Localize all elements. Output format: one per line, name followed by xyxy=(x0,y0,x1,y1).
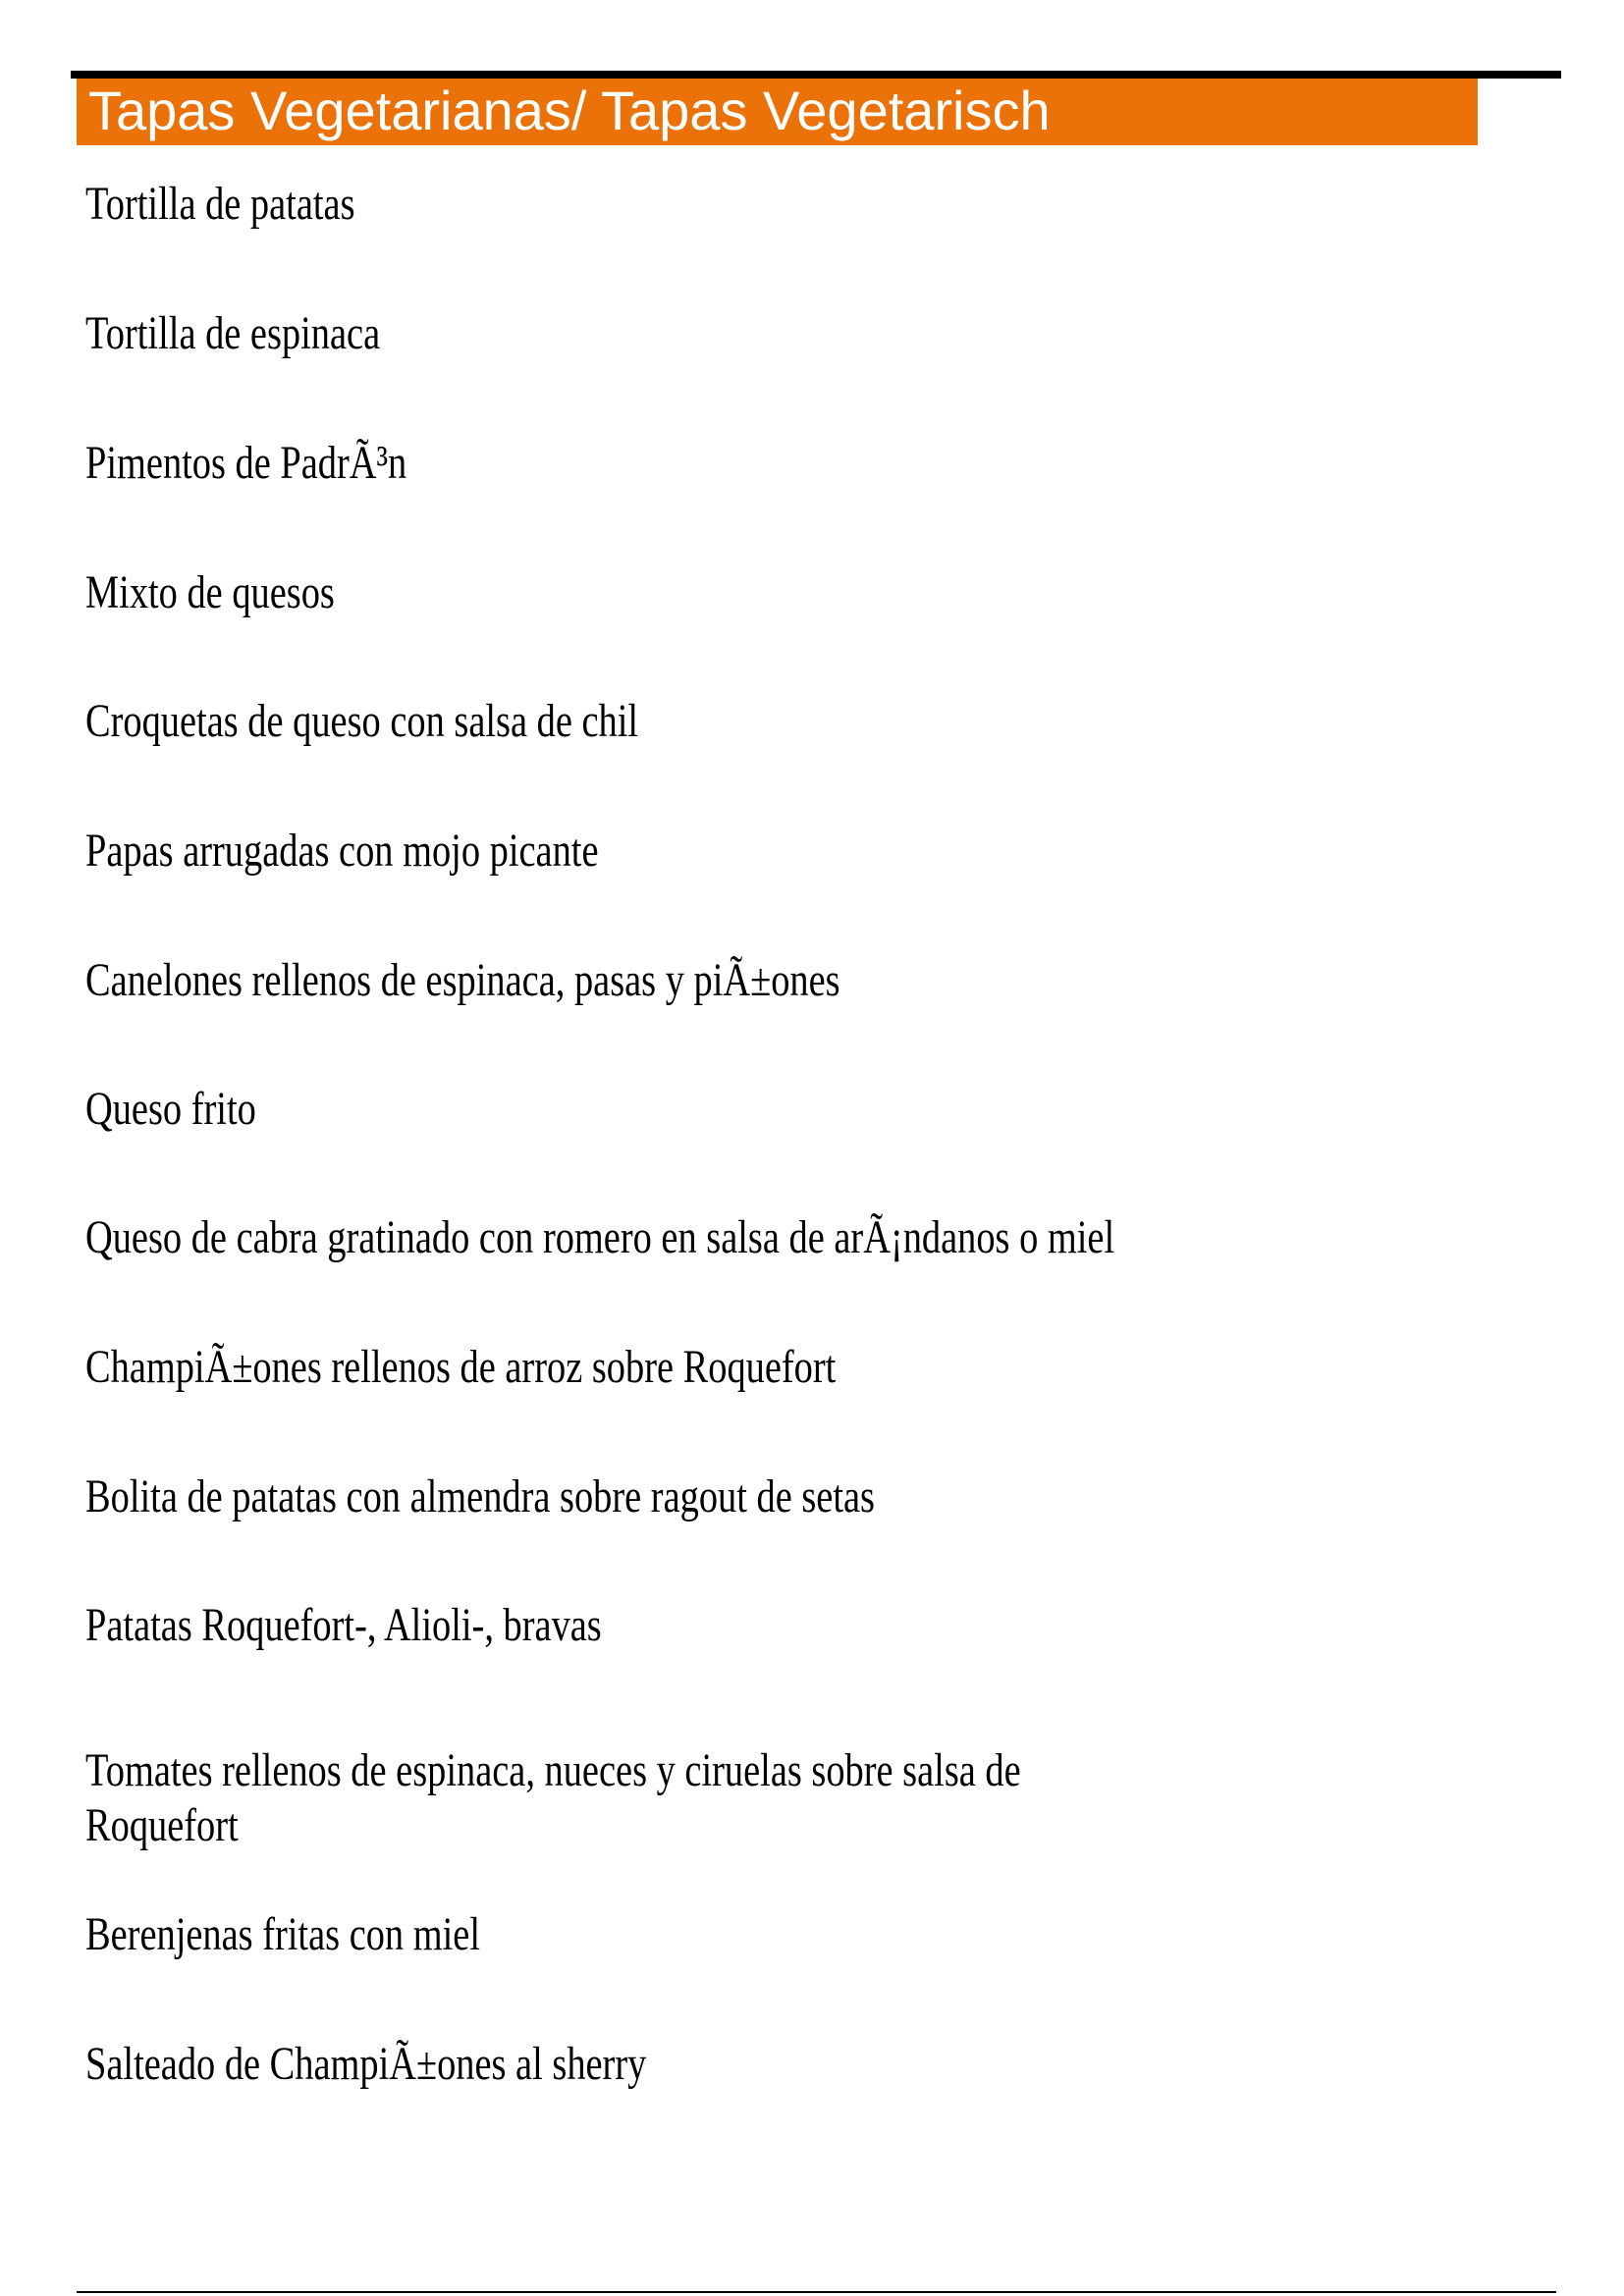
menu-item: Patatas Roquefort-, Alioli-, bravas xyxy=(85,1599,602,1651)
menu-item-continuation: Roquefort xyxy=(85,1799,239,1851)
menu-item: Tortilla de patatas xyxy=(85,178,355,230)
menu-item: Queso frito xyxy=(85,1083,256,1135)
menu-item: Tortilla de espinaca xyxy=(85,307,381,359)
section-title: Tapas Vegetarianas/ Tapas Vegetarisch xyxy=(88,79,1051,141)
menu-item: Salteado de ChampiÃ±ones al sherry xyxy=(85,2038,647,2090)
section-header xyxy=(77,79,1478,145)
menu-item: Berenjenas fritas con miel xyxy=(85,1908,480,1960)
menu-item: Pimentos de PadrÃ³n xyxy=(85,437,407,489)
menu-item: Queso de cabra gratinado con romero en salsa de arÃ¡ndanos o miel xyxy=(85,1211,1115,1263)
menu-item-multiline xyxy=(85,1743,1021,1853)
top-rule xyxy=(71,71,1561,79)
menu-item: Tomates rellenos de espinaca, nueces y ciruelas sobre salsa de xyxy=(85,1744,1021,1796)
menu-item: Croquetas de queso con salsa de chil xyxy=(85,695,639,747)
menu-item: Papas arrugadas con mojo picante xyxy=(85,825,599,877)
menu-item: ChampiÃ±ones rellenos de arroz sobre Roquefort xyxy=(85,1341,837,1393)
menu-item: Mixto de quesos xyxy=(85,566,335,618)
menu-item: Bolita de patatas con almendra sobre ragout de setas xyxy=(85,1470,875,1522)
bottom-rule xyxy=(77,2291,1556,2293)
menu-item: Canelones rellenos de espinaca, pasas y piÃ±ones xyxy=(85,954,840,1006)
